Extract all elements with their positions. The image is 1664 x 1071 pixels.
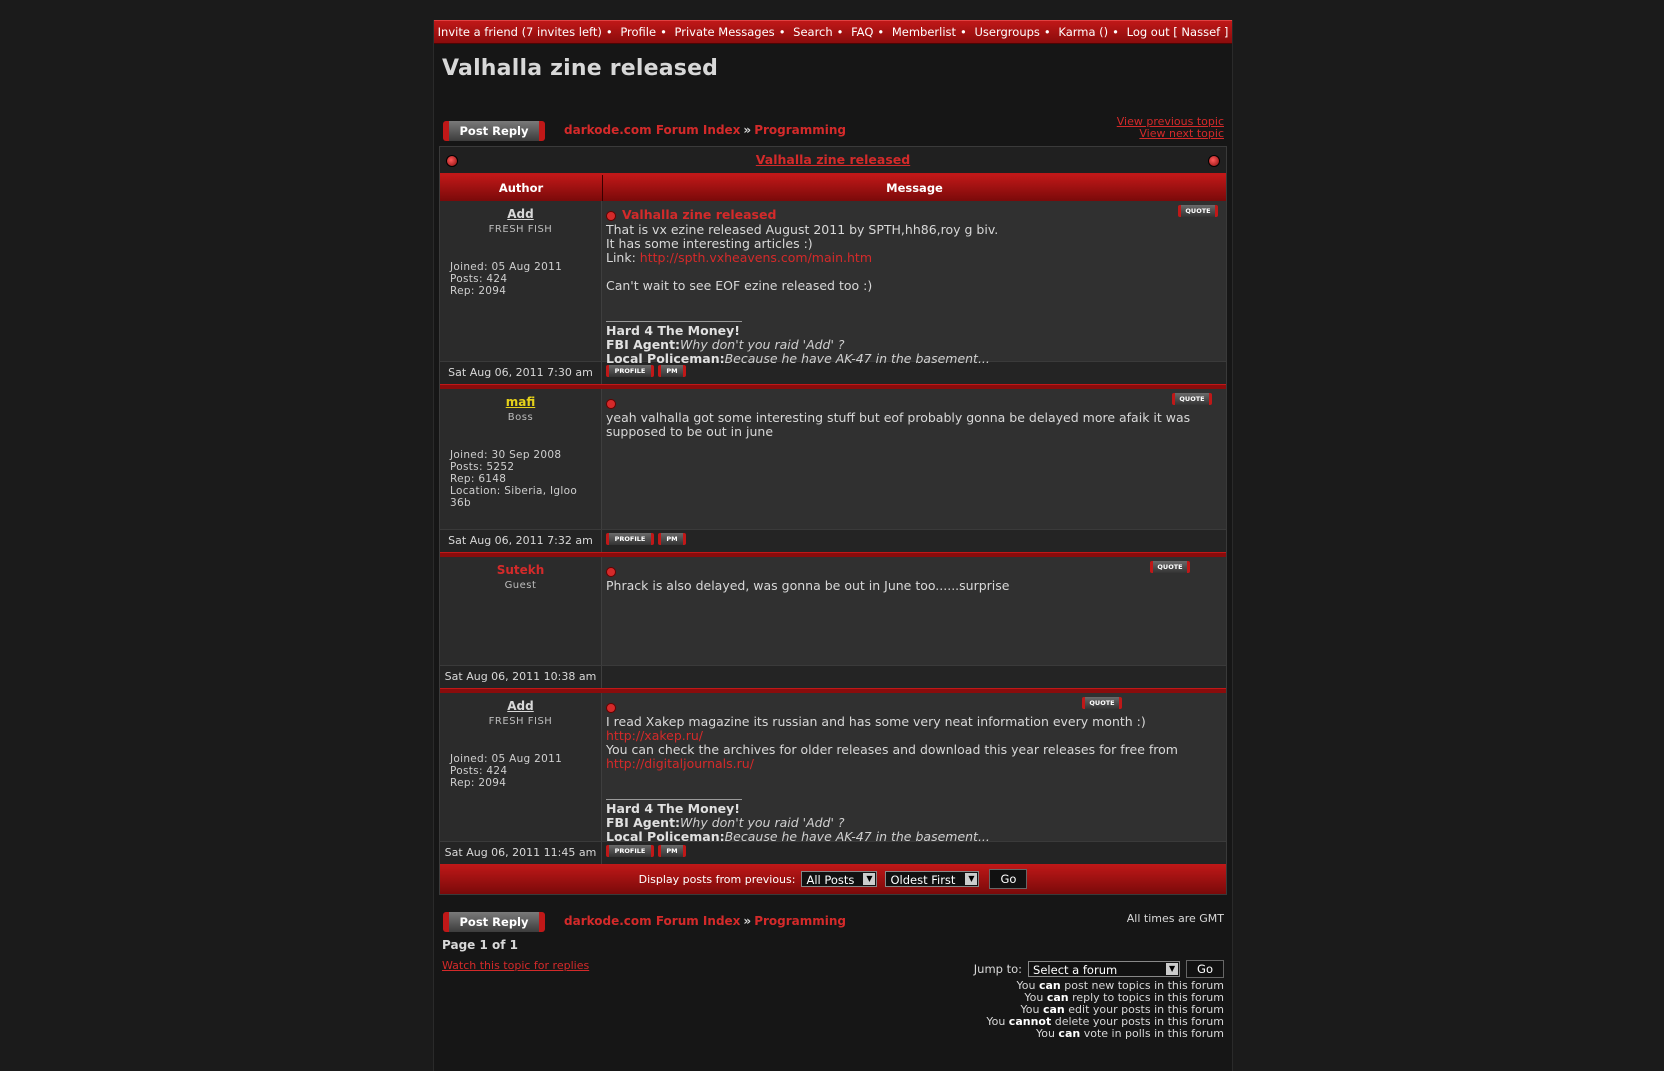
nav-invite[interactable]: Invite a friend (7 invites left) [437,25,602,39]
post [440,693,1226,844]
quote-button[interactable]: QUOTE [1082,697,1122,709]
post-date: Sat Aug 06, 2011 11:45 am [440,842,602,864]
breadcrumb-forum-index[interactable]: darkode.com Forum Index [564,914,741,928]
post-message [602,693,1226,844]
profile-button[interactable]: PROFILE [606,845,654,857]
post [440,389,1226,529]
timezone-note: All times are GMT [1126,912,1224,925]
jump-to [974,960,1224,978]
jump-go-button[interactable]: Go [1186,960,1224,978]
post-reply-button[interactable]: Post Reply [443,121,545,141]
permission-line: You can edit your posts in this forum [1020,1003,1224,1016]
post-author [440,389,602,529]
forum-permissions [986,980,1224,1040]
author-column-header: Author [440,175,603,201]
post-author [440,557,602,665]
jump-label: Jump to: [973,962,1023,976]
post-body: yeah valhalla got some interesting stuff but eof probably gonna be delayed more afaik it was supposed to be out in june [606,410,1191,439]
post-message [602,201,1226,366]
posts-range-select[interactable]: All Posts ▼ [801,871,877,887]
nav-usergroups[interactable]: Usergroups [974,25,1040,39]
author-name[interactable]: Add [507,207,534,221]
watch-topic-link[interactable]: Watch this topic for replies [442,959,590,972]
author-stats: Joined: 30 Sep 2008 Posts: 5252 Rep: 6148 Location: Siberia, Igloo 36b [450,449,578,509]
author-name[interactable]: mafi [505,395,536,409]
permission-line: You can vote in polls in this forum [1035,1027,1224,1040]
nav-faq[interactable]: FAQ [851,25,874,39]
profile-button[interactable]: PROFILE [606,365,654,377]
post-date: Sat Aug 06, 2011 7:30 am [440,362,602,384]
display-go-button[interactable]: Go [989,869,1027,889]
permission-line: You cannot delete your posts in this forum [986,1015,1224,1028]
post-author [440,201,602,361]
post-message [602,557,1226,665]
author-stats: Joined: 05 Aug 2011 Posts: 424 Rep: 2094 [450,261,563,297]
header-dot-icon [446,155,458,167]
breadcrumb-programming[interactable]: Programming [754,914,847,928]
pm-button[interactable]: PM [658,845,686,857]
author-name[interactable]: Add [507,699,534,713]
author-name: Sutekh [496,563,545,577]
chevron-down-icon: ▼ [863,873,875,885]
view-previous-topic-link[interactable]: View previous topic [1116,115,1224,128]
display-options-bar [440,864,1226,894]
chevron-down-icon: ▼ [965,873,977,885]
post-date: Sat Aug 06, 2011 10:38 am [440,666,602,688]
post-bullet-icon [606,399,616,409]
post-author [440,693,602,841]
topic-navigation [1117,116,1224,140]
nav-logout[interactable]: Log out [ Nassef ] [1126,25,1229,39]
post-subject: Valhalla zine released [606,207,1222,222]
nav-search[interactable]: Search [793,25,833,39]
post-bullet-icon [606,703,616,713]
author-rank: Guest [504,580,537,591]
post-footer [440,529,1226,552]
nav-private-messages[interactable]: Private Messages [674,25,775,39]
chevron-down-icon: ▼ [1166,963,1178,975]
post-subject [606,395,1222,410]
topic-header-link[interactable]: Valhalla zine released [755,152,911,167]
view-next-topic-link[interactable]: View next topic [1139,127,1224,140]
topic-table [439,146,1227,895]
quote-button[interactable]: QUOTE [1150,561,1190,573]
post [440,201,1226,366]
signature-divider [606,799,742,800]
post-bullet-icon [606,567,616,577]
signature-divider [606,321,742,322]
post-link[interactable]: http://spth.vxheavens.com/main.htm [639,250,873,265]
nav-profile[interactable]: Profile [620,25,657,39]
post-footer [440,841,1226,864]
post-link[interactable]: http://xakep.ru/ [606,728,704,743]
message-column-header: Message [886,181,943,195]
author-rank: Boss [507,412,534,423]
post-body: That is vx ezine released August 2011 by SPTH,hh86,roy g biv. It has some interesting articles :) Link: http://spth.vxheavens.com/main.htm Can't wait to see EOF ezine released too :) Hard 4 The Money! FBI Agent:Why don't you raid 'Add' ? Local Policeman:Because he have AK-47 in the basement... [606,223,1222,366]
post-subject [606,699,1222,714]
signature: Hard 4 The Money! FBI Agent:Why don't you raid 'Add' ? Local Policeman:Because he have AK-47 in the basement... [606,801,990,844]
pm-button[interactable]: PM [658,365,686,377]
nav-karma[interactable]: Karma () [1058,25,1109,39]
breadcrumb-programming[interactable]: Programming [754,123,847,137]
post-date: Sat Aug 06, 2011 7:32 am [440,530,602,552]
post-footer [440,665,1226,688]
header-dot-icon [1208,155,1220,167]
topic-header [440,147,1226,175]
post-subject [606,563,1222,578]
breadcrumb-forum-index[interactable]: darkode.com Forum Index [564,123,741,137]
permission-line: You can post new topics in this forum [1016,979,1224,992]
nav-memberlist[interactable]: Memberlist [891,25,957,39]
breadcrumb: darkode.com Forum Index » Programming [564,123,847,137]
pm-button[interactable]: PM [658,533,686,545]
post-body: Phrack is also delayed, was gonna be out in June too......surprise [606,578,1010,593]
post-bullet-icon [606,211,616,221]
permission-line: You can reply to topics in this forum [1024,991,1224,1004]
post-message [602,389,1226,529]
page-container [433,20,1233,1071]
quote-button[interactable]: QUOTE [1172,393,1212,405]
column-headers [440,175,1226,201]
post-reply-button-bottom[interactable]: Post Reply [443,912,545,932]
quote-button[interactable]: QUOTE [1178,205,1218,217]
page-info: Page 1 of 1 [442,938,518,952]
post-link[interactable]: http://digitaljournals.ru/ [606,756,754,771]
author-rank: FRESH FISH [488,224,553,235]
top-navigation: Invite a friend (7 invites left) • Profile • Private Messages • Search • FAQ • Memberlist • Usergroups • Karma () • Log out [ Nassef ] [434,20,1232,44]
post [440,557,1226,665]
author-stats: Joined: 05 Aug 2011 Posts: 424 Rep: 2094 [450,753,563,789]
page-title: Valhalla zine released [442,56,719,81]
profile-button[interactable]: PROFILE [606,533,654,545]
jump-forum-select[interactable]: Select a forum ▼ [1028,961,1180,977]
post-body: I read Xakep magazine its russian and has some very neat information every month :) http://xakep.ru/ You can check the archives for older releases and download this year releases for free from http://digitaljournals.ru/ Hard 4 The Money! FBI Agent:Why don't you raid 'Add' ? Local Policeman:Because he have AK-47 in the basement... [606,715,1222,844]
sort-order-select[interactable]: Oldest First ▼ [885,871,979,887]
display-posts-label: Display posts from previous: [638,872,796,886]
signature: Hard 4 The Money! FBI Agent:Why don't you raid 'Add' ? Local Policeman:Because he have AK-47 in the basement... [606,323,990,366]
breadcrumb-bottom: darkode.com Forum Index » Programming [564,914,847,928]
author-rank: FRESH FISH [488,716,553,727]
